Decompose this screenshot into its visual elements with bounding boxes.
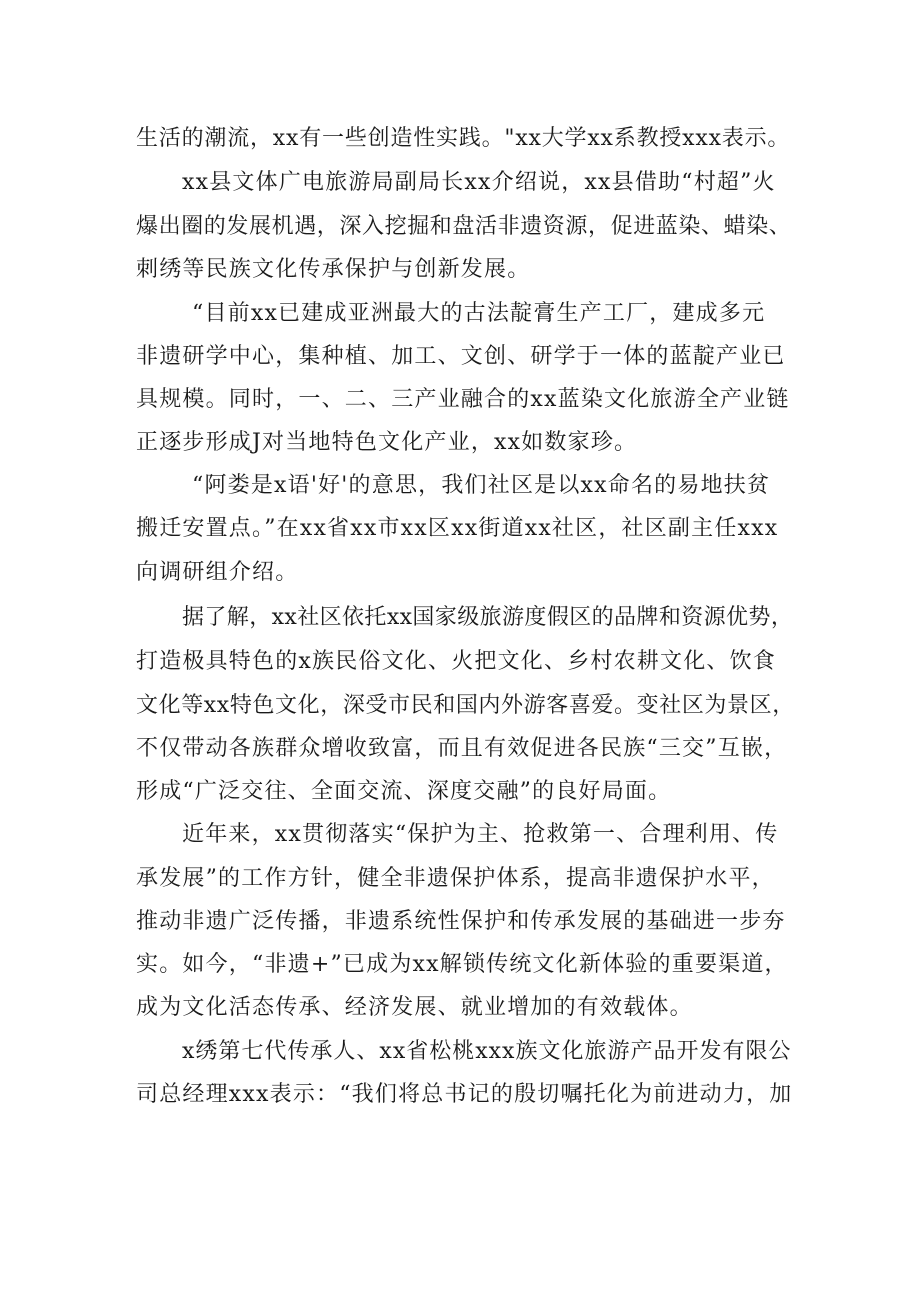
text-line: 司总经理xxx表示：“我们将总书记的殷切嘱托化为前进动力，加: [136, 1082, 793, 1107]
text-line: 承发展”的工作方针，健全非遗保护体系，提高非遗保护水平，: [136, 866, 775, 891]
text-line: 成为文化活态传承、经济发展、就业增加的有效载体。: [136, 995, 693, 1020]
text-line: 实。如今，“非遗+”已成为xx解锁传统文化新体验的重要渠道，: [136, 952, 788, 977]
text-line: 刺绣等民族文化传承保护与创新发展。: [136, 257, 531, 282]
text-line: 不仅带动各族群众增收致富，而且有效促进各民族“三交”互嵌，: [136, 736, 788, 761]
text-line: 文化等xx特色文化，深受市民和国内外游客喜爱。变社区为景区，: [136, 693, 795, 718]
text-line: x绣第七代传承人、xx省松桃xxx族文化旅游产品开发有限公: [182, 1039, 792, 1064]
text-line: 打造极具特色的x族民俗文化、火把文化、乡村农耕文化、饮食: [136, 649, 777, 674]
text-line: 推动非遗广泛传播，非遗系统性保护和传承发展的基础进一步夯: [136, 909, 786, 934]
text-line: 向调研组介绍。: [136, 560, 299, 585]
text-line: 据了解，xx社区依托xx国家级旅游度假区的品牌和资源优势，: [182, 605, 794, 630]
text-line: 正逐步形成J对当地特色文化产业，xx如数家珍。: [136, 430, 638, 455]
text-line: 近年来，xx贯彻落实“保护为主、抢救第一、合理利用、传: [182, 822, 779, 847]
text-line: 非遗研学中心，集种植、加工、文创、研学于一体的蓝靛产业已: [136, 344, 786, 369]
text-line: 形成“广泛交往、全面交流、深度交融”的良好局面。: [136, 779, 672, 804]
text-line: xx县文体广电旅游局副局长xx介绍说，xx县借助“村超”火: [182, 170, 776, 195]
text-line: 爆出圈的发展机遇，深入挖掘和盘活非遗资源，促进蓝染、蜡染、: [136, 214, 792, 239]
text-line: “目前xx已建成亚洲最大的古法靛膏生产工厂，建成多元: [192, 301, 766, 326]
text-line: 具规模。同时，一、二、三产业融合的xx蓝染文化旅游全产业链: [136, 387, 790, 412]
text-line: 生活的潮流，xx有一些创造性实践。"xx大学xx系教授xxx表示。: [136, 126, 791, 151]
text-line: “阿娄是x语'好'的意思，我们社区是以xx命名的易地扶贫: [192, 473, 771, 498]
text-line: 搬迁安置点。”在xx省xx市xx区xx街道xx社区，社区副主任xxx: [136, 516, 779, 541]
